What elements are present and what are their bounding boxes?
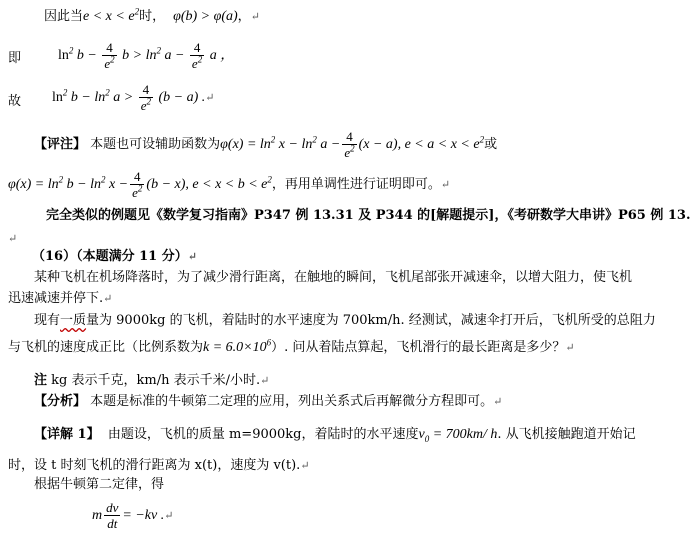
fraction	[139, 82, 153, 113]
math-text: (b − x), e < x < b < e	[146, 177, 268, 192]
math-text: a >	[113, 90, 134, 105]
equation-3	[52, 82, 214, 114]
paragraph-mark: ↵	[300, 459, 310, 472]
text: 因此当	[44, 9, 84, 24]
denominator: e	[191, 56, 198, 72]
numerator: dv	[106, 500, 119, 516]
math-text: m	[92, 508, 103, 523]
text: ，	[237, 9, 251, 24]
solution-line-2	[8, 459, 310, 472]
math-text: x − ln	[278, 137, 313, 152]
superscript: 2	[100, 174, 106, 185]
superscript: 6	[266, 337, 272, 348]
math-text: ln	[52, 90, 63, 105]
note-math	[220, 129, 485, 161]
note-kg	[34, 374, 269, 387]
superscript: 2	[110, 54, 115, 65]
math-text: b − ln	[70, 90, 106, 105]
math-text: = −kv .	[122, 508, 165, 523]
paragraph-mark: ↵	[250, 10, 260, 23]
math-text: k = 6.0×10	[203, 340, 267, 355]
denominator: dt	[107, 516, 118, 532]
text: kg 表示千克，km/h 表示千米/小时.	[51, 373, 261, 388]
spellcheck-underlined-text: 一质	[60, 313, 87, 328]
paragraph-mark: ↵	[103, 292, 113, 305]
numerator: 4	[130, 169, 144, 185]
note-line	[34, 128, 497, 162]
analysis-line	[34, 395, 502, 408]
text: 时，设 t 时刻飞机的滑行距离为 x(t)，速度为 v(t).	[8, 458, 301, 473]
superscript: 2	[312, 134, 317, 145]
paragraph-mark: ↵	[493, 395, 503, 408]
reference-line: 完全类似的例题见《数学复习指南》P347 例 13.31 及 P344 的[解题提示]，《考研数学大串讲》P65 例 13.	[46, 208, 691, 223]
text: 由题设，飞机的质量 m=9000kg，着陆时的水平速度	[107, 427, 419, 442]
math-text: ln	[58, 48, 69, 63]
subscript: 0	[424, 433, 430, 444]
superscript: 2	[137, 183, 143, 194]
section-title	[32, 250, 197, 263]
problem-line-2	[8, 292, 112, 305]
solution-line-3: 根据牛顿第二定律，得	[34, 477, 165, 492]
math-text: b − ln	[66, 177, 101, 192]
math	[8, 169, 272, 201]
paragraph-mark: ↵	[164, 510, 174, 522]
line-1	[44, 6, 260, 24]
math-text: φ(x) = ln	[8, 177, 59, 192]
denominator: e	[104, 56, 111, 72]
math-text: b −	[76, 48, 97, 63]
superscript: 2	[68, 45, 74, 56]
math-text: (x − a), e < a < x < e	[358, 137, 480, 152]
text: 或	[484, 137, 498, 152]
numerator: 4	[342, 129, 356, 145]
math-text: a ，	[209, 48, 235, 63]
math-text: a −	[320, 137, 341, 152]
text: 现有	[34, 313, 61, 328]
solution-line-1	[34, 428, 636, 442]
line-6	[8, 168, 450, 202]
math-text: φ(x) = ln	[220, 137, 271, 152]
paragraph-mark: ↵	[205, 92, 215, 104]
text: 迅速减速并停下.	[8, 291, 104, 306]
numerator: 4	[190, 40, 204, 56]
superscript: 2	[134, 6, 140, 17]
denominator: e	[140, 98, 147, 114]
text: 时，	[139, 9, 166, 24]
fraction	[342, 129, 356, 160]
paragraph-mark: ↵	[565, 341, 575, 354]
label-gu: 故	[8, 94, 22, 109]
math	[418, 427, 497, 442]
label-ji: 即	[8, 51, 22, 66]
title-text: （16）（本题满分 11 分）	[32, 249, 188, 264]
note-heading: 【评注】	[34, 137, 87, 152]
math-text: v	[418, 427, 425, 442]
text: 与飞机的速度成正比（比例系数为	[8, 340, 204, 355]
fraction	[190, 40, 204, 71]
math-text: = 700km/ h	[429, 427, 498, 442]
paragraph-mark: ↵	[8, 232, 18, 245]
equation-2	[58, 40, 234, 72]
text: ）. 问从着陆点算起，飞机滑行的最长距离是多少？	[271, 340, 566, 355]
note-heading: 注	[34, 373, 48, 388]
text: ，再用单调性进行证明即可。	[271, 177, 441, 192]
superscript: 2	[156, 45, 161, 56]
paragraph-mark: ↵	[260, 374, 270, 387]
paragraph-mark: ↵	[440, 178, 451, 191]
math-text: (b − a) .	[158, 90, 206, 105]
math-condition	[83, 6, 140, 24]
denominator: e	[132, 185, 138, 201]
numerator: 4	[102, 40, 116, 56]
superscript: 2	[479, 134, 485, 145]
fraction	[130, 169, 144, 200]
superscript: 2	[267, 174, 272, 185]
text: 量为 9000kg 的飞机，着陆时的水平速度为 700km/h. 经测试，减速伞打开后，飞机所受的总阻力	[86, 313, 656, 328]
problem-line-3	[34, 314, 656, 327]
problem-line-1: 某种飞机在机场降落时，为了减少滑行距离，在触地的瞬间，飞机尾部张开减速伞，以增大阻力，使飞机	[34, 270, 633, 285]
fraction	[104, 500, 120, 531]
math-text: a −	[164, 48, 185, 63]
equation-final	[92, 498, 173, 534]
paragraph-mark: ↵	[187, 250, 197, 263]
math-result: φ(b) > φ(a)	[173, 9, 238, 24]
math-text: x −	[108, 177, 129, 192]
analysis-heading: 【分析】	[34, 394, 87, 409]
superscript: 2	[62, 87, 68, 98]
problem-line-4	[8, 337, 575, 355]
math-text: b > ln	[122, 48, 157, 63]
superscript: 2	[105, 87, 110, 98]
note-text: 本题也可设辅助函数为	[90, 137, 221, 152]
denominator: e	[344, 145, 351, 161]
text: . 从飞机接触跑道开始记	[497, 427, 636, 442]
fraction	[102, 40, 116, 71]
text: 本题是标准的牛顿第二定理的应用，列出关系式后再解微分方程即可。	[90, 394, 494, 409]
solution-heading: 【详解 1】	[34, 427, 100, 442]
math	[203, 337, 272, 355]
superscript: 2	[58, 174, 64, 185]
superscript: 2	[197, 54, 203, 65]
superscript: 2	[270, 134, 276, 145]
numerator: 4	[139, 82, 153, 98]
superscript: 2	[146, 96, 151, 107]
superscript: 2	[350, 143, 355, 154]
math-text: e < x < e	[83, 9, 135, 24]
